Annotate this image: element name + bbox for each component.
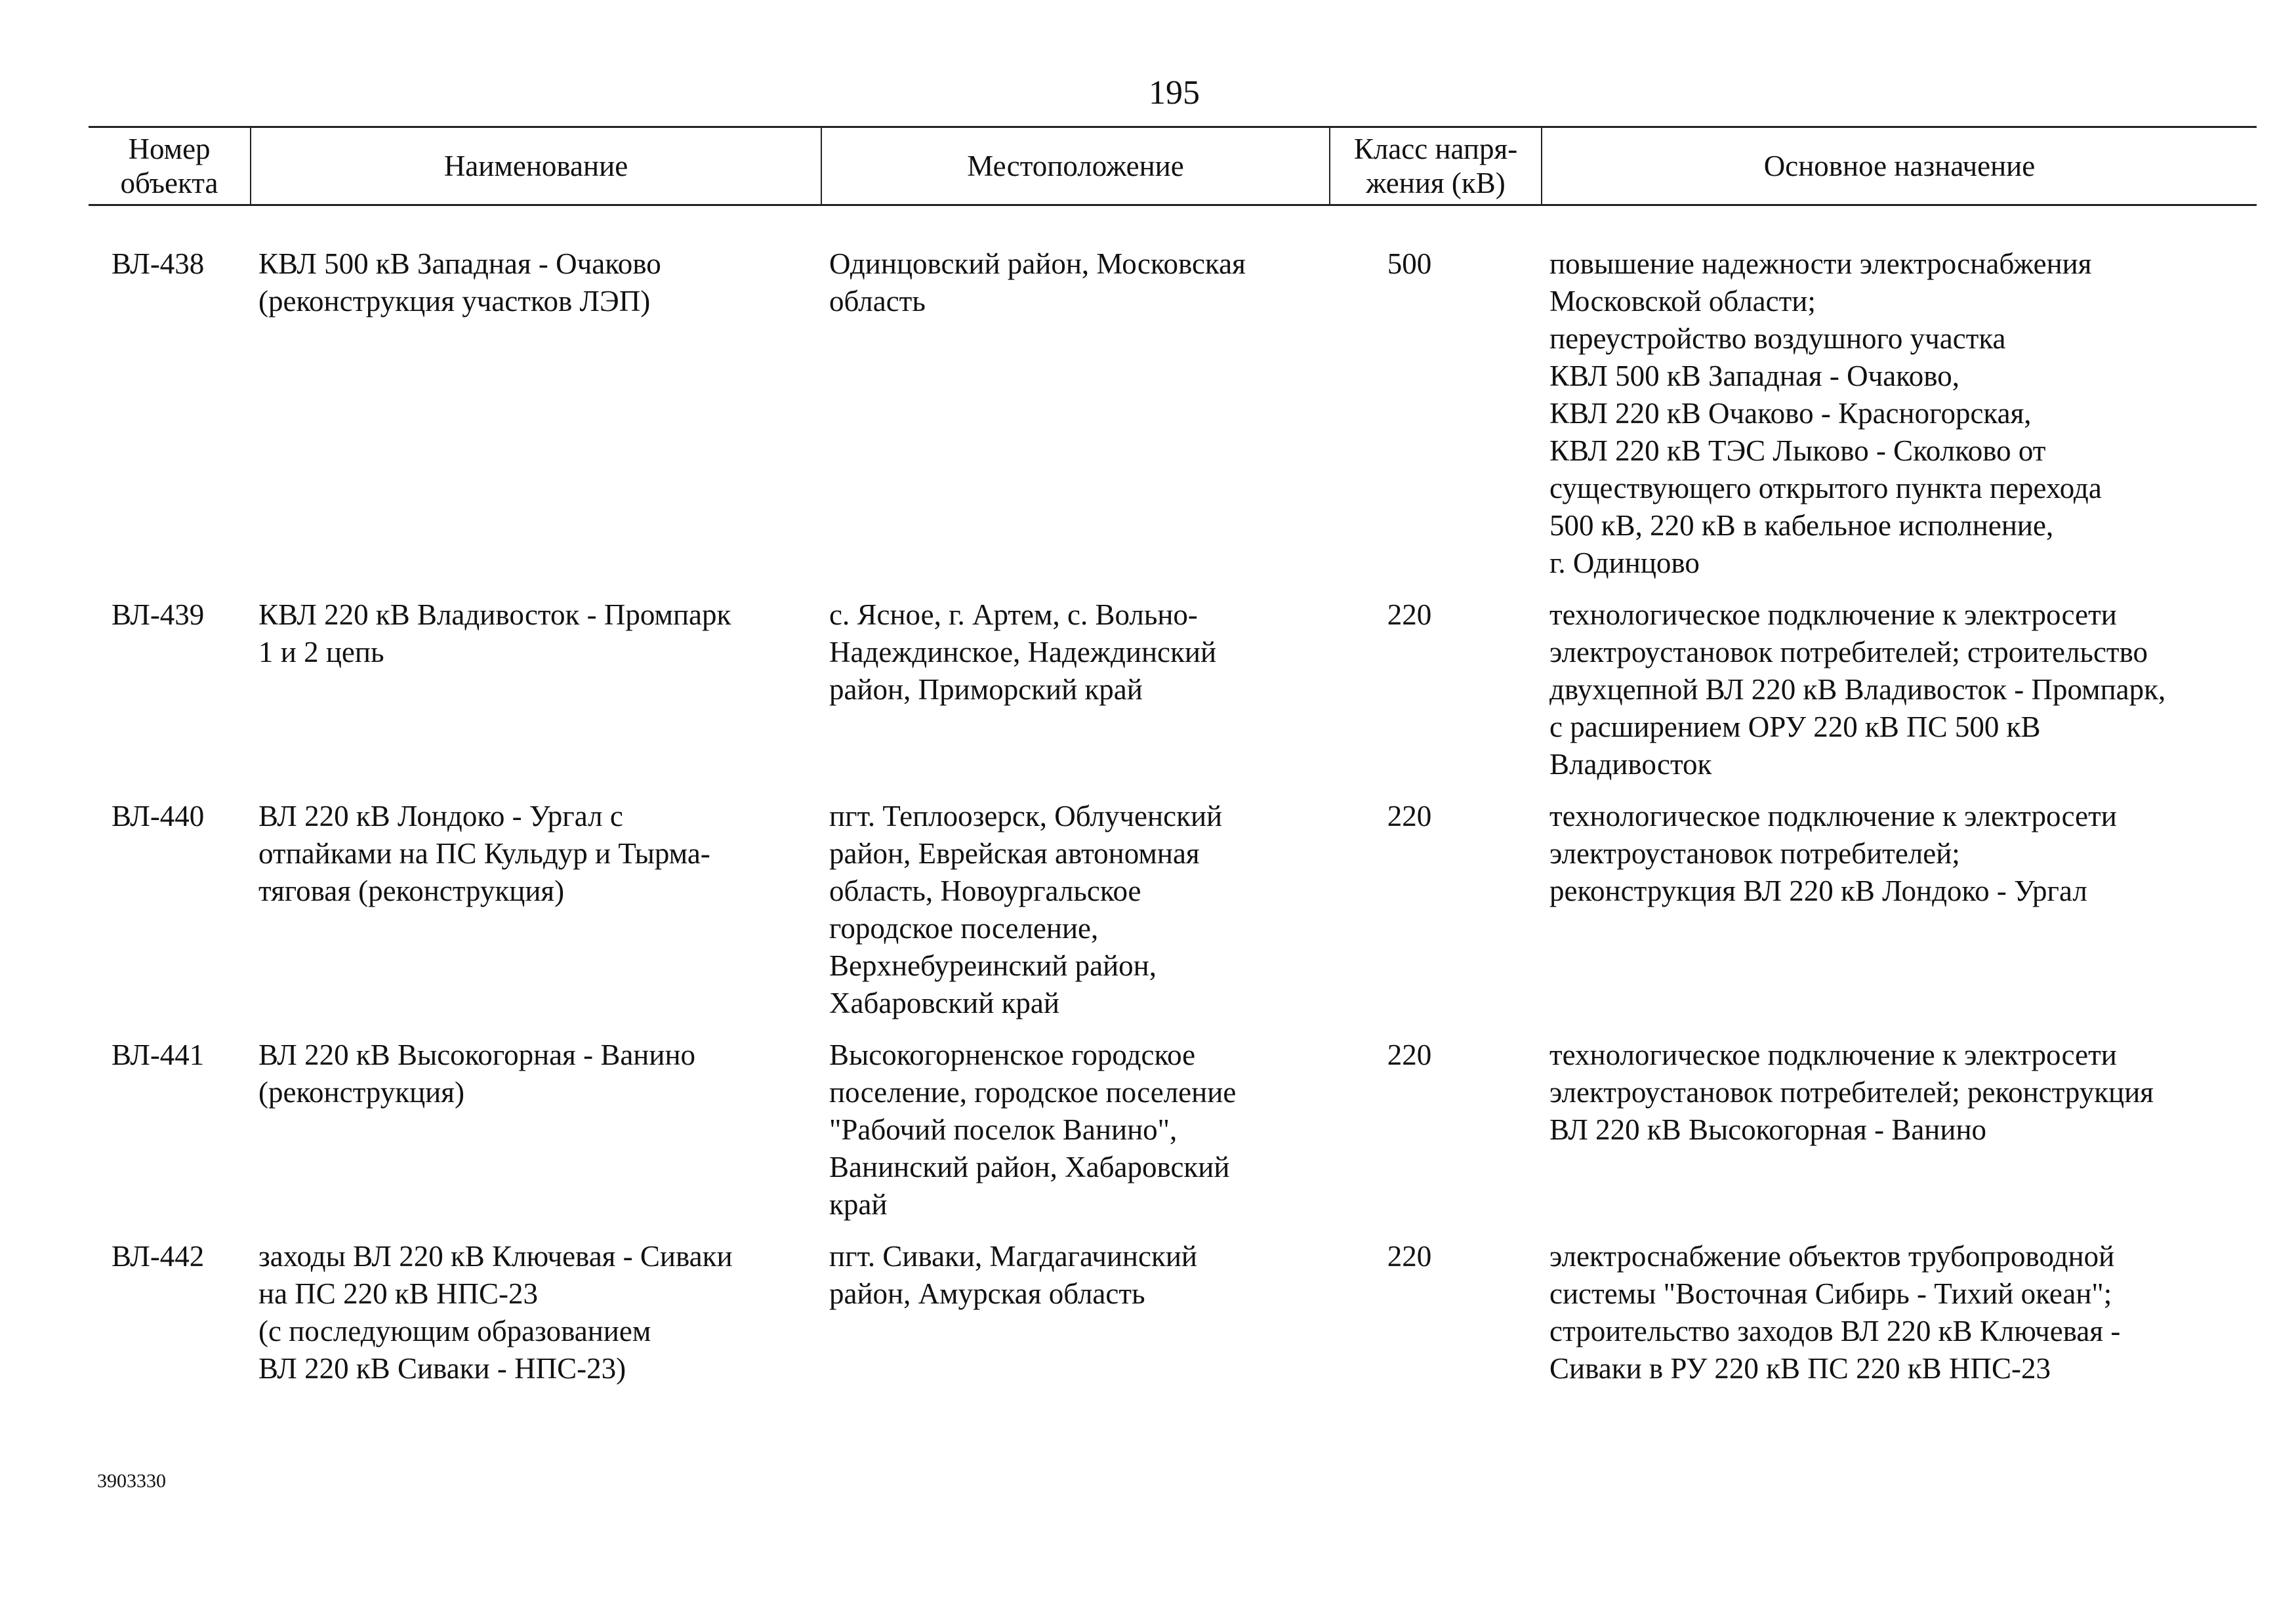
row-name: КВЛ 220 кВ Владивосток - Промпарк 1 и 2 цепь bbox=[258, 598, 731, 668]
row-voltage: 220 bbox=[1387, 800, 1432, 832]
row-location: Высокогорненское городское поселение, городское поселение "Рабочий поселок Ванино", Ванинский район, Хабаровский край bbox=[829, 1038, 1237, 1221]
table-row bbox=[89, 1238, 2257, 1402]
row-purpose: технологическое подключение к электросети электроустановок потребителей; реконструкция ВЛ 220 кВ Лондоко - Ургал bbox=[1549, 800, 2117, 907]
row-number: ВЛ-442 bbox=[112, 1240, 205, 1273]
row-number: ВЛ-441 bbox=[112, 1038, 205, 1071]
row-name: КВЛ 500 кВ Западная - Очаково (реконструкция участков ЛЭП) bbox=[258, 247, 661, 318]
header-location: Местоположение bbox=[821, 127, 1330, 205]
row-voltage: 220 bbox=[1387, 598, 1432, 631]
page-number: 195 bbox=[1149, 74, 1200, 112]
table-row bbox=[89, 798, 2257, 1037]
header-number: Номер объекта bbox=[89, 127, 251, 205]
row-voltage: 220 bbox=[1387, 1038, 1432, 1071]
row-purpose: электроснабжение объектов трубопроводной системы "Восточная Сибирь - Тихий океан"; строительство заходов ВЛ 220 кВ Ключевая - Сиваки в РУ 220 кВ ПС 220 кВ НПС-23 bbox=[1549, 1240, 2121, 1385]
row-location: пгт. Сиваки, Магдагачинский район, Амурская область bbox=[829, 1240, 1197, 1310]
row-location: Одинцовский район, Московская область bbox=[829, 247, 1246, 318]
row-purpose: технологическое подключение к электросети электроустановок потребителей; строительство двухцепной ВЛ 220 кВ Владивосток - Промпарк, с расширением ОРУ 220 кВ ПС 500 кВ Владивосток bbox=[1549, 598, 2166, 781]
row-name: заходы ВЛ 220 кВ Ключевая - Сиваки на ПС 220 кВ НПС-23 (с последующим образованием ВЛ 220 кВ Сиваки - НПС-23) bbox=[258, 1240, 733, 1385]
table-row bbox=[89, 1037, 2257, 1238]
table-row bbox=[89, 205, 2257, 597]
document-code: 3903330 bbox=[97, 1470, 166, 1492]
table-row bbox=[89, 596, 2257, 798]
header-voltage: Класс напря- жения (кВ) bbox=[1330, 127, 1542, 205]
row-location: пгт. Теплоозерск, Облученский район, Еврейская автономная область, Новоургальское городское поселение, Верхнебуреинский район, Хабаровский край bbox=[829, 800, 1223, 1019]
row-number: ВЛ-438 bbox=[112, 247, 205, 280]
row-name: ВЛ 220 кВ Высокогорная - Ванино (реконструкция) bbox=[258, 1038, 696, 1109]
header-name: Наименование bbox=[251, 127, 821, 205]
row-voltage: 500 bbox=[1387, 247, 1432, 280]
row-purpose: повышение надежности электроснабжения Московской области; переустройство воздушного участка КВЛ 500 кВ Западная - Очаково, КВЛ 220 кВ Очаково - Красногорская, КВЛ 220 кВ ТЭС Лыково - Сколково от существующего открытого пункта перехода 500 кВ, 220 кВ в кабельное исполнение, г. Одинцово bbox=[1549, 247, 2102, 579]
row-number: ВЛ-439 bbox=[112, 598, 205, 631]
header-purpose: Основное назначение bbox=[1542, 127, 2257, 205]
row-number: ВЛ-440 bbox=[112, 800, 205, 832]
row-purpose: технологическое подключение к электросети электроустановок потребителей; реконструкция ВЛ 220 кВ Высокогорная - Ванино bbox=[1549, 1038, 2154, 1146]
row-location: с. Ясное, г. Артем, с. Вольно- Надеждинское, Надеждинский район, Приморский край bbox=[829, 598, 1217, 706]
objects-table bbox=[89, 126, 2257, 1402]
table-header bbox=[89, 127, 2257, 205]
row-voltage: 220 bbox=[1387, 1240, 1432, 1273]
row-name: ВЛ 220 кВ Лондоко - Ургал с отпайками на ПС Кульдур и Тырма- тяговая (реконструкция) bbox=[258, 800, 710, 907]
